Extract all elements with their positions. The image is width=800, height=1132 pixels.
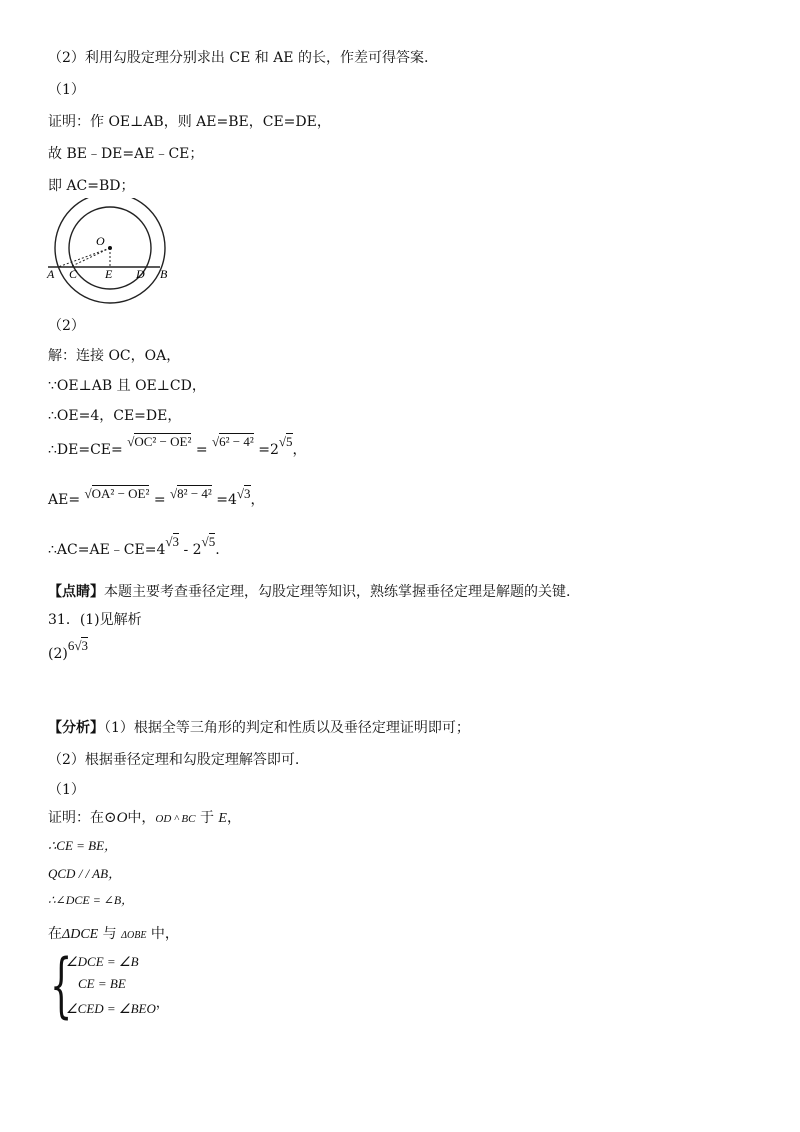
hint-line-2: （2）利用勾股定理分别求出 CE 和 AE 的长，作差可得答案. — [48, 50, 429, 66]
radicand: 8² − 4² — [177, 486, 212, 501]
radical-expr: √3 — [236, 486, 251, 501]
proof2-line-2 — [48, 836, 117, 856]
radicand: OA² − OE² — [91, 486, 150, 501]
segment-oa — [58, 248, 110, 267]
label-e: E — [105, 267, 113, 281]
comment-tag: 【点睛】 — [48, 584, 104, 600]
proof2-line-1 — [48, 808, 241, 829]
radicand: 5 — [208, 534, 216, 549]
solution-line-3: ∴OE=4，CE=DE， — [48, 408, 182, 424]
outer-circle — [55, 198, 165, 303]
text-segment: =2 — [258, 442, 279, 458]
text-segment: =4 — [216, 492, 237, 508]
part-1-label-2: （1） — [48, 782, 85, 798]
solution-line-4 — [48, 434, 307, 460]
math-segment: ΔDCE — [62, 927, 99, 942]
text-segment: ， — [155, 995, 169, 1010]
answer-31-part-2 — [48, 638, 88, 664]
radical-expr: √5 — [278, 434, 293, 449]
text-segment: 中， — [127, 810, 156, 826]
label-d: D — [136, 267, 145, 281]
text-segment: = — [153, 492, 166, 508]
proof-line-3: 即 AC=BD； — [48, 178, 135, 194]
math-segment: ΔOBE — [121, 930, 147, 941]
comment-line — [48, 582, 570, 602]
math-segment: QCD / / AB， — [48, 866, 122, 881]
math-segment: OD ^ BC — [155, 813, 196, 825]
text-segment: 与 — [98, 926, 122, 942]
math-segment: ∴∠DCE = ∠B， — [48, 893, 134, 907]
text-segment: 于 — [195, 810, 219, 826]
radical-expr: √3 — [165, 534, 179, 549]
answer-31-part-1: 31．(1)见解析 — [48, 612, 142, 628]
text-segment: ， — [226, 810, 241, 826]
concentric-circles-figure — [44, 198, 184, 310]
solution-line-5 — [48, 486, 265, 510]
text-segment: AE= — [48, 492, 81, 508]
text-segment: 中， — [146, 926, 179, 942]
math-segment: ⊙O — [104, 810, 128, 826]
radical-expr: √5 — [201, 534, 216, 549]
proof-line-1: 证明：作 OE⊥AB，则 AE=BE，CE=DE， — [48, 114, 331, 130]
label-c: C — [69, 267, 78, 281]
solution-line-1: 解：连接 OC，OA， — [48, 348, 181, 364]
math-segment: ∴CE = BE， — [48, 838, 118, 853]
system-row-3 — [66, 995, 169, 1017]
label-b: B — [160, 267, 168, 281]
analysis-tag: 【分析】 — [48, 720, 104, 736]
radicand: OC² − OE² — [134, 434, 192, 449]
text-segment: . — [215, 542, 220, 558]
segment-oc — [70, 248, 110, 267]
analysis-line-1 — [48, 718, 470, 738]
part-1-label: （1） — [48, 82, 85, 98]
comment-text: 本题主要考查垂径定理，勾股定理等知识，熟练掌握垂径定理是解题的关键. — [104, 584, 571, 600]
text-segment: ， — [250, 492, 265, 508]
radical-expr: 6√3 — [67, 638, 88, 653]
center-point — [108, 246, 112, 250]
proof-line-2: 故 BE﹣DE=AE﹣CE； — [48, 146, 204, 162]
radical-expr: √OC² − OE² — [127, 434, 192, 449]
text-segment: 在 — [48, 926, 62, 942]
system-brace: { — [50, 944, 73, 1026]
text-segment: = — [195, 442, 208, 458]
text-segment: ∴DE=CE= — [48, 442, 123, 458]
radical-expr: √6² − 4² — [212, 434, 254, 449]
radical-expr: √OA² − OE² — [84, 486, 150, 501]
radicand: 3 — [81, 638, 88, 653]
radicand: 6² − 4² — [219, 434, 254, 449]
text-segment: (2) — [48, 646, 68, 662]
radicand: 5 — [286, 434, 293, 449]
coefficient: 6 — [67, 638, 75, 653]
proof2-line-5 — [48, 924, 179, 946]
text-segment: - 2 — [179, 542, 202, 558]
math-segment: ∠CED = ∠BEO — [66, 1001, 156, 1016]
radicand: 3 — [244, 486, 251, 501]
system-row-1: ∠DCE = ∠B — [66, 954, 139, 969]
analysis-text: （1）根据全等三角形的判定和性质以及垂径定理证明即可； — [104, 720, 470, 736]
text-segment: 证明：在 — [48, 810, 104, 826]
solution-line-6 — [48, 534, 220, 560]
label-a: A — [47, 267, 55, 281]
proof2-line-3 — [48, 864, 121, 884]
part-2-label: （2） — [48, 318, 85, 334]
label-o: O — [96, 234, 105, 248]
radical-expr: √8² − 4² — [170, 486, 212, 501]
analysis-line-2: （2）根据垂径定理和勾股定理解答即可. — [48, 752, 300, 768]
math-segment: E — [218, 811, 227, 826]
solution-line-2: ∵OE⊥AB 且 OE⊥CD， — [48, 378, 206, 394]
text-segment: ∴AC=AE﹣CE=4 — [48, 542, 166, 558]
system-row-2: CE = BE — [78, 976, 126, 991]
radicand: 3 — [172, 534, 179, 549]
text-segment: ， — [292, 442, 307, 458]
proof2-line-4 — [48, 890, 133, 910]
